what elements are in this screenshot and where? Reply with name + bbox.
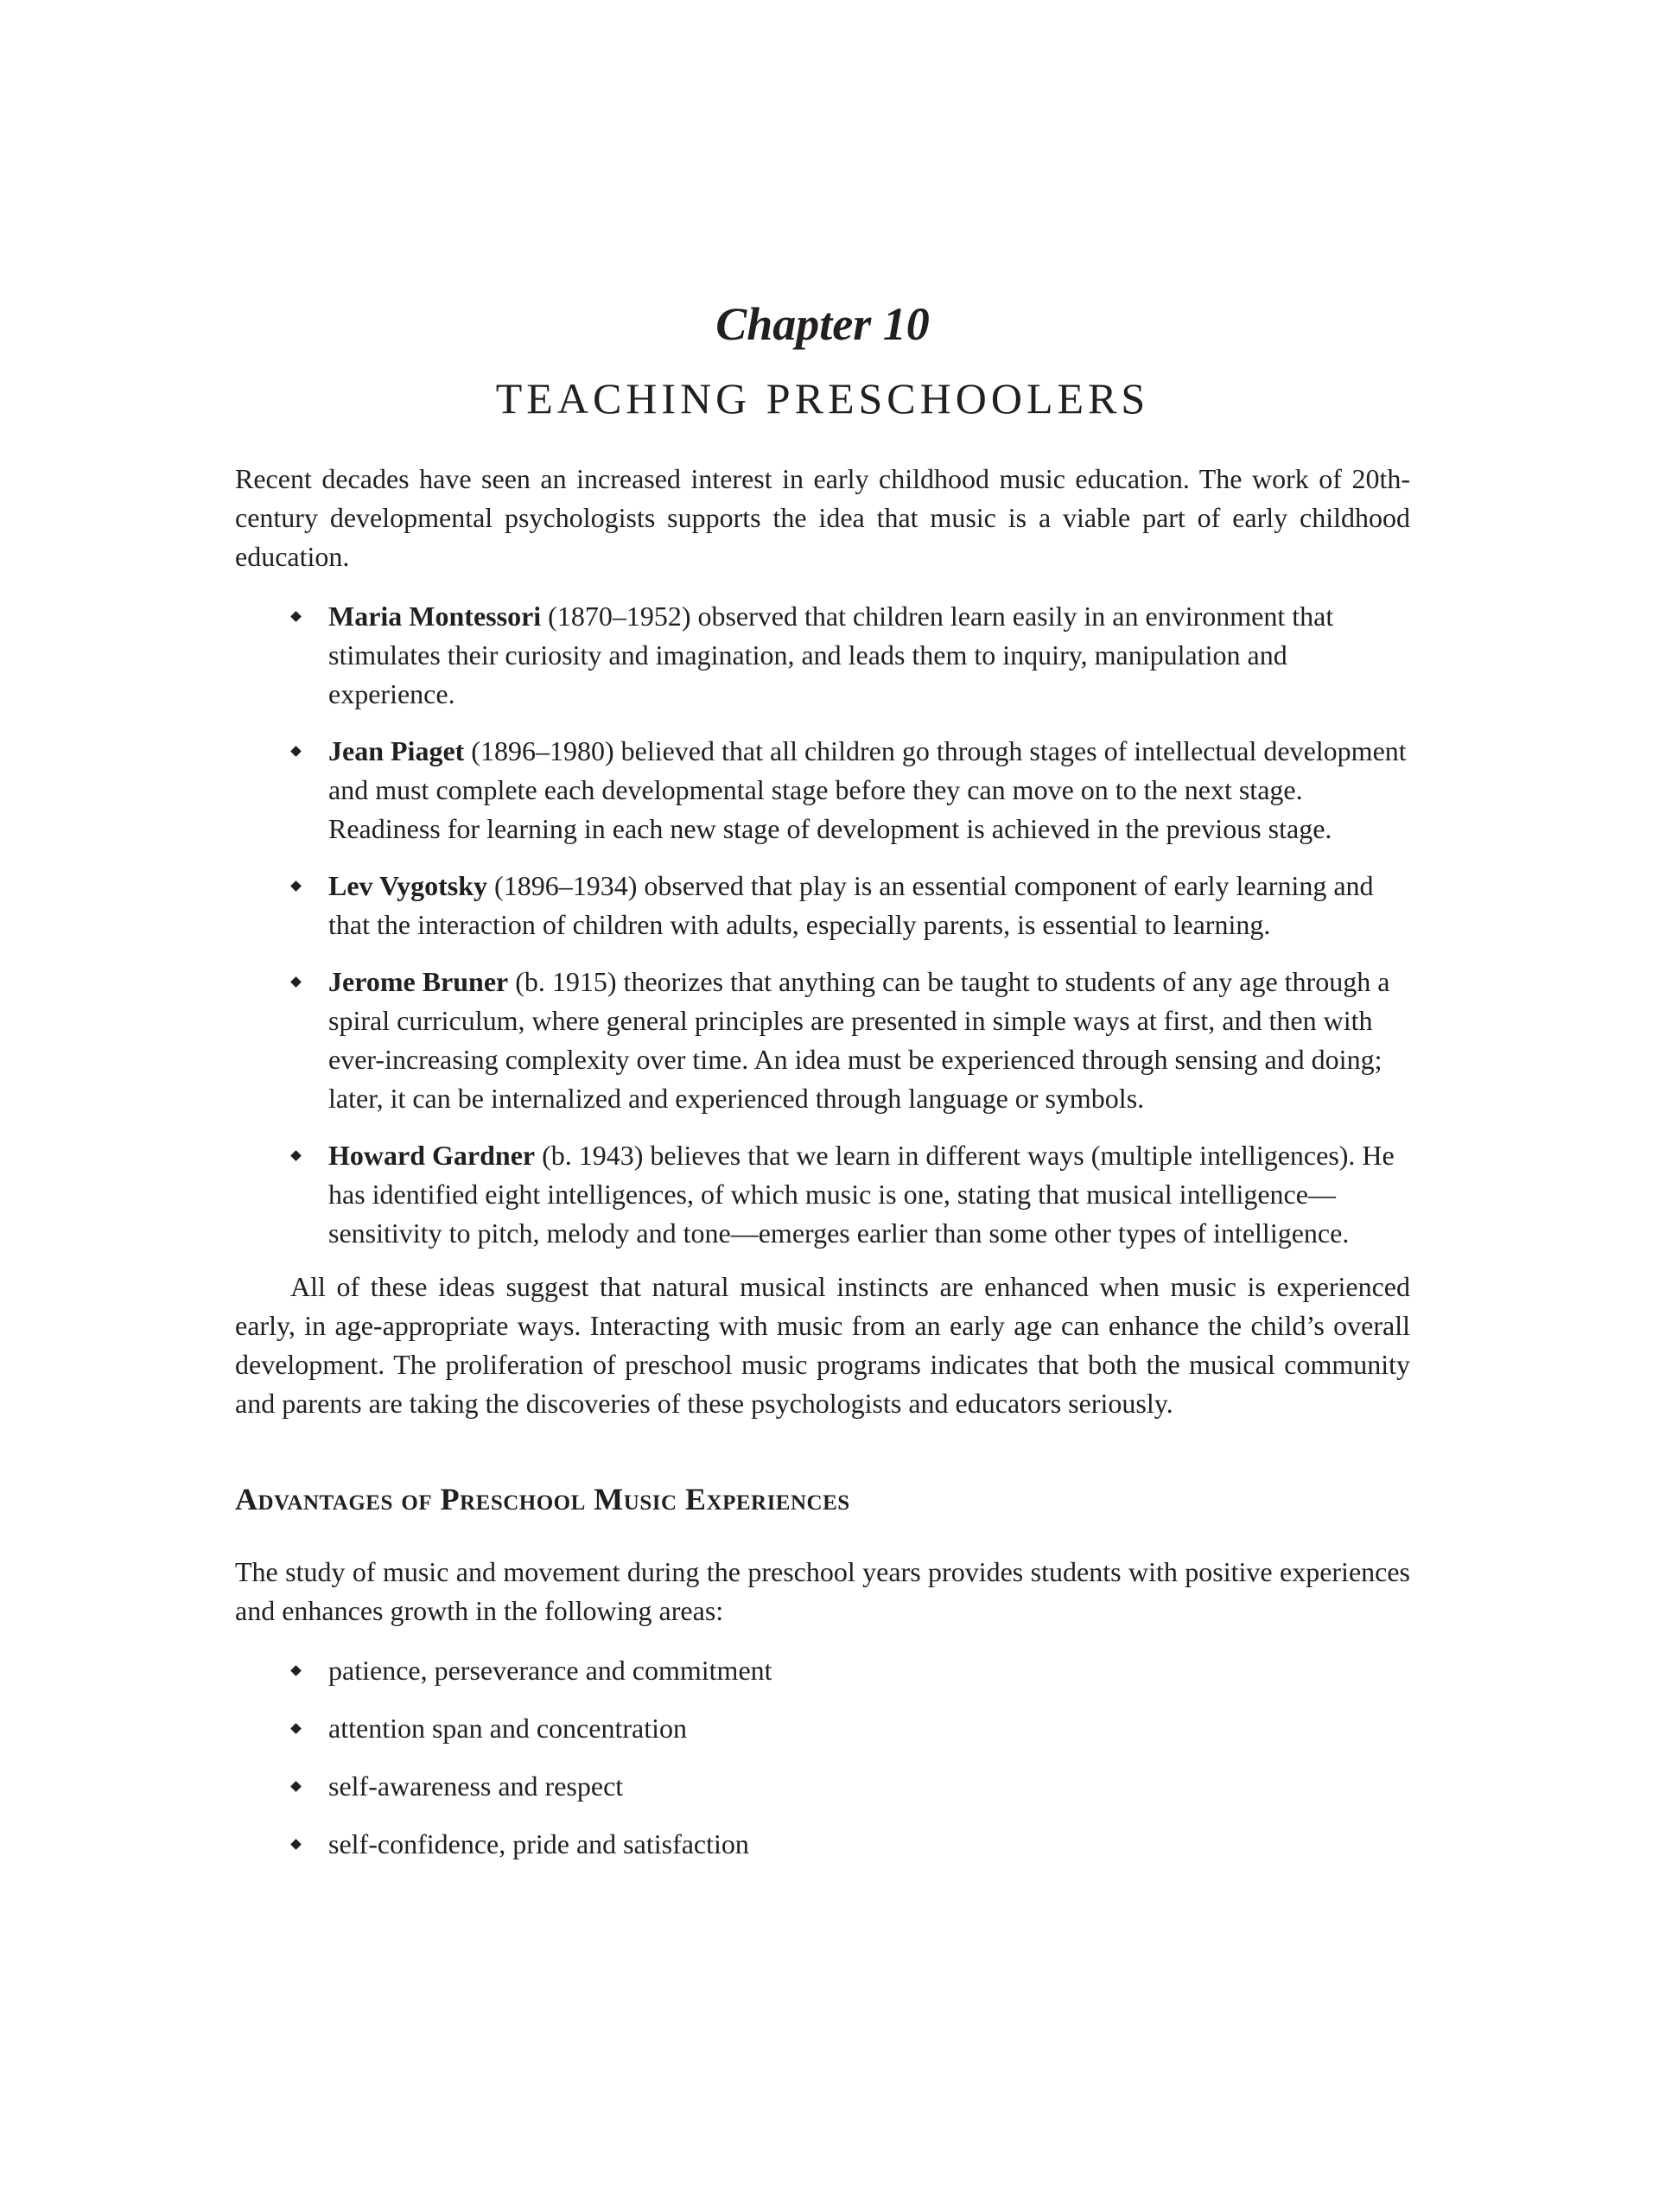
- psychologist-name: Lev Vygotsky: [328, 870, 488, 901]
- diamond-bullet-icon: [290, 1723, 302, 1734]
- list-item: [328, 1651, 1410, 1690]
- list-item-vygotsky: [328, 867, 1410, 944]
- section-heading: Advantages of Preschool Music Experiences: [235, 1482, 850, 1516]
- list-item: [328, 1825, 1410, 1864]
- advantage-text: attention span and concentration: [328, 1713, 687, 1744]
- chapter-subtitle: TEACHING PRESCHOOLERS: [495, 374, 1150, 423]
- diamond-bullet-icon: [290, 1839, 302, 1850]
- page: [235, 294, 1410, 1883]
- section-intro-paragraph: The study of music and movement during the preschool years provides students with positive experiences and enhances growth in the following areas:: [235, 1556, 1410, 1626]
- chapter-title: Chapter 10: [715, 298, 930, 350]
- psychologist-name: Jerome Bruner: [328, 966, 509, 997]
- diamond-bullet-icon: [290, 611, 302, 622]
- summary-paragraph: All of these ideas suggest that natural musical instincts are enhanced when music is experienced early, in age-appropriate ways. Interacting with music from an early age can enhance the child’s overall development. The proliferation of preschool music programs indicates that both the musical community and parents are taking the discoveries of these psychologists and educators seriously.: [235, 1271, 1410, 1419]
- intro-paragraph: Recent decades have seen an increased interest in early childhood music education. The work of 20th-century developmental psychologists supports the idea that music is a viable part of early childhood education.: [235, 463, 1410, 572]
- psychologist-description: (b. 1915) theorizes that anything can be taught to students of any age through a spiral curriculum, where general principles are presented in simple ways at first, and then with ever-increasing complexity over time. An idea must be experienced through sensing and doing; later, it can be internalized and experienced through language or symbols.: [328, 966, 1390, 1114]
- psychologist-name: Jean Piaget: [328, 735, 465, 766]
- list-item: [328, 1709, 1410, 1748]
- psychologist-description: (1896–1980) believed that all children go through stages of intellectual development and must complete each developmental stage before they can move on to the next stage. Readiness for learning in each new stage of development is achieved in the previous stage.: [328, 735, 1407, 844]
- advantages-list: [235, 1651, 1410, 1864]
- psychologist-description: (1870–1952) observed that children learn easily in an environment that stimulates their curiosity and imagination, and leads them to inquiry, manipulation and experience.: [328, 601, 1334, 709]
- diamond-bullet-icon: [290, 1150, 302, 1161]
- list-item: [328, 1767, 1410, 1806]
- diamond-bullet-icon: [290, 746, 302, 757]
- diamond-bullet-icon: [290, 1665, 302, 1676]
- diamond-bullet-icon: [290, 1781, 302, 1792]
- list-item-montessori: [328, 597, 1410, 714]
- list-item-gardner: [328, 1136, 1410, 1253]
- psychologist-name: Maria Montessori: [328, 601, 542, 632]
- psychologist-description: (b. 1943) believes that we learn in different ways (multiple intelligences). He has identified eight intelligences, of which music is one, stating that musical intelligence—sensitivity to pitch, melody and tone—emerges earlier than some other types of intelligence.: [328, 1140, 1395, 1249]
- diamond-bullet-icon: [290, 976, 302, 988]
- list-item-piaget: [328, 732, 1410, 849]
- psychologists-list: [235, 597, 1410, 1253]
- diamond-bullet-icon: [290, 880, 302, 892]
- advantage-text: patience, perseverance and commitment: [328, 1655, 772, 1686]
- advantage-text: self-awareness and respect: [328, 1770, 624, 1802]
- psychologist-description: (1896–1934) observed that play is an essential component of early learning and that the interaction of children with adults, especially parents, is essential to learning.: [328, 870, 1374, 940]
- advantage-text: self-confidence, pride and satisfaction: [328, 1828, 749, 1859]
- list-item-bruner: [328, 963, 1410, 1118]
- psychologist-name: Howard Gardner: [328, 1140, 536, 1171]
